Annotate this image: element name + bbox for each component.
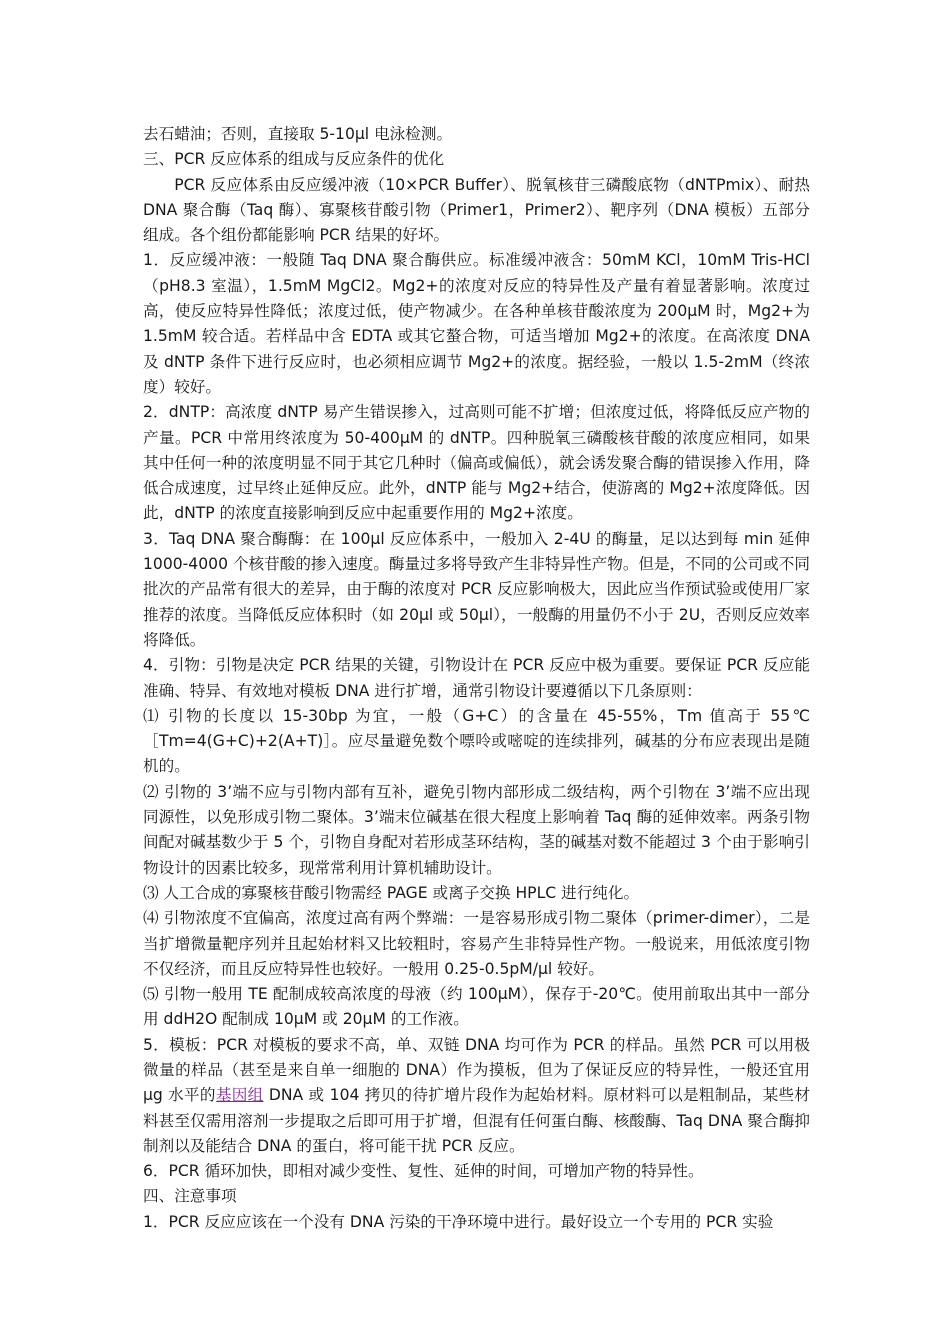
item-template-post: DNA 或 104 拷贝的待扩增片段作为起始材料。原材料可以是粗制品，某些材料甚至仅需用溶剂一步提取之后即可用于扩增，但混有任何蛋白酶、核酸酶、Taq DNA 聚合酶抑制剂以及能结合 DNA 的蛋白，将可能干扰 PCR 反应。 (143, 1086, 810, 1155)
section-heading-4: 四、注意事项 (143, 1187, 237, 1206)
item-dntp: 2．dNTP：高浓度 dNTP 易产生错误掺入，过高则可能不扩增；但浓度过低，将降低反应产物的产量。PCR 中常用终浓度为 50-400μM 的 dNTP。四种脱氧三磷酸核苷酸的浓度应相同，如果其中任何一种的浓度明显不同于其它几种时（偏高或偏低），就会诱发聚合酶的错误掺入作用，降低合成速度，过早终止延伸反应。此外，dNTP 能与 Mg2+结合，使游离的 Mg2+浓度降低。因此，dNTP 的浓度直接影响到反应中起重要作用的 Mg2+浓度。 (143, 403, 810, 523)
paragraph-intro: PCR 反应体系由反应缓冲液（10×PCR Buffer）、脱氧核苷三磷酸底物（dNTPmix）、耐热 DNA 聚合酶（Taq 酶）、寡聚核苷酸引物（Primer1，Primer2）、靶序列（DNA 模板）五部分组成。各个组份都能影响 PCR 结果的好坏。 (143, 175, 810, 245)
genome-link[interactable]: 基因组 (215, 1086, 264, 1105)
item-cycle: 6．PCR 循环加快，即相对减少变性、复性、延伸的时间，可增加产物的特异性。 (143, 1162, 704, 1181)
item-template-pre: 5．模板：PCR 对模板的要求不高，单、双链 DNA 均可作为 PCR 的样品。虽然 PCR 可以用极微量的样品（甚至是来自单一细胞的 DNA）作为摸板，但为了保证反应的特异性，一般还宜用 μg 水平的 (143, 1035, 810, 1105)
paragraph-continuation: 去石蜡油；否则，直接取 5-10μl 电泳检测。 (143, 125, 453, 143)
section-heading-3: 三、PCR 反应体系的组成与反应条件的优化 (143, 150, 445, 169)
note-1: 1．PCR 反应应该在一个没有 DNA 污染的干净环境中进行。最好设立一个专用的 PCR 实验 (143, 1212, 774, 1231)
item-buffer: 1．反应缓冲液：一般随 Taq DNA 聚合酶供应。标准缓冲液含：50mM KCl，10mM Tris-HCl（pH8.3 室温），1.5mM MgCl2。Mg2+的浓度对反应的特异性及产量有着显著影响。浓度过高，使反应特异性降低；浓度过低，使产物减少。在各种单核苷酸浓度为 200μM 时，Mg2+为 1.5mM 较合适。若样品中含 EDTA 或其它螯合物，可适当增加 Mg2+的浓度。在高浓度 DNA 及 dNTP 条件下进行反应时，也必须相应调节 Mg2+的浓度。据经验，一般以 1.5-2mM（终浓度）较好。 (143, 251, 810, 396)
primer-rule-4: ⑷ 引物浓度不宜偏高，浓度过高有两个弊端：一是容易形成引物二聚体（primer-dimer），二是当扩增微量靶序列并且起始材料又比较粗时，容易产生非特异性产物。一般说来，用低浓度引物不仅经济，而且反应特异性也较好。一般用 0.25-0.5pM/μl 较好。 (143, 909, 810, 978)
primer-rule-3: ⑶ 人工合成的寡聚核苷酸引物需经 PAGE 或离子交换 HPLC 进行纯化。 (143, 883, 640, 902)
item-taq-enzyme: 3．Taq DNA 聚合酶酶：在 100μl 反应体系中，一般加入 2-4U 的酶量，足以达到每 min 延伸 1000-4000 个核苷酸的掺入速度。酶量过多将导致产生非特异性产物。但是，不同的公司或不同批次的产品常有很大的差异，由于酶的浓度对 PCR 反应影响极大，因此应当作预试验或使用厂家推荐的浓度。当降低反应体积时（如 20μl 或 50μl），一般酶的用量仍不小于 2U，否则反应效率将降低。 (143, 529, 810, 649)
primer-rule-2: ⑵ 引物的 3’端不应与引物内部有互补，避免引物内部形成二级结构，两个引物在 3’端不应出现同源性，以免形成引物二聚体。3’端末位碱基在很大程度上影响着 Taq 酶的延伸效率。两条引物间配对碱基数少于 5 个，引物自身配对若形成茎环结构，茎的碱基对数不能超过 3 个由于影响引物设计的因素比较多，现常常利用计算机辅助设计。 (143, 782, 810, 877)
item-template (143, 1033, 810, 1159)
primer-rule-5: ⑸ 引物一般用 TE 配制成较高浓度的母液（约 100μM），保存于-20℃。使用前取出其中一部分用 ddH2O 配制成 10μM 或 20μM 的工作液。 (143, 985, 810, 1029)
primer-rule-1: ⑴ 引物的长度以 15-30bp 为宜，一般（G+C）的含量在 45-55%，Tm 值高于 55℃［Tm=4(G+C)+2(A+T)］。应尽量避免数个嘌呤或嘧啶的连续排列，碱基的分布应表现出是随机的。 (143, 706, 810, 776)
document-page (143, 122, 810, 1235)
item-primer: 4．引物：引物是决定 PCR 结果的关键，引物设计在 PCR 反应中极为重要。要保证 PCR 反应能准确、特异、有效地对模板 DNA 进行扩增，通常引物设计要遵循以下几条原则： (143, 656, 810, 700)
